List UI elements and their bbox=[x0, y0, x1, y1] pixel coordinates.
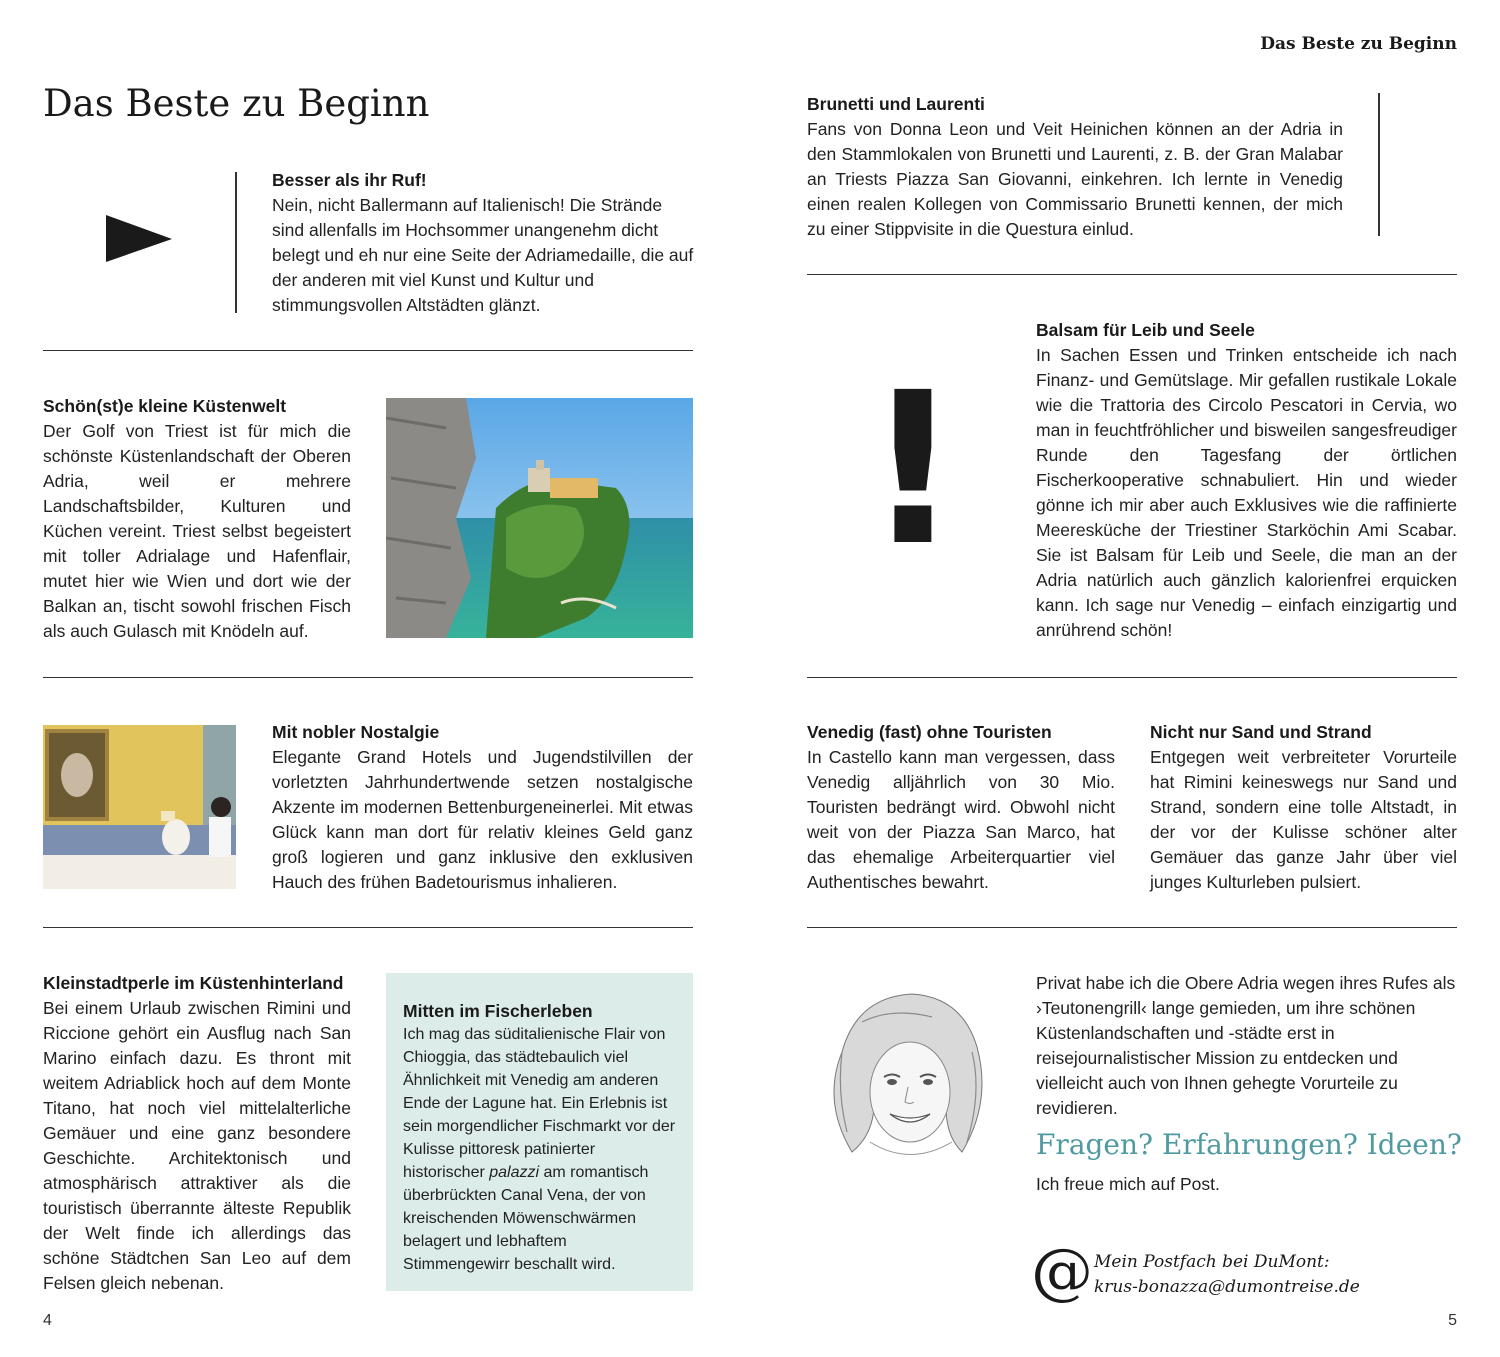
section-text: Der Golf von Triest ist für mich die schönste Küstenlandschaft der Oberen Adria, weil er mehrere Landschaftsbilder, Kulturen und Küchen vereint. Triest selbst begeistert mit toller Adrialage und Hafenflair, mutet hier wie Wien und dort wie der Balkan an, tischt sowohl frischen Fisch als auch Gulasch mit Knödeln auf. bbox=[43, 421, 351, 641]
section-text: Elegante Grand Hotels und Jugendstilvillen der vorletzten Jahrhundertwende setzen nostalgische Akzente im modernen Bettenburgeneinerlei. Mit etwas Glück kann man dort für relativ kleines Geld ganz groß logieren und ganz inklusive den exklusiven Hauch des frühen Badetourismus inhalieren. bbox=[272, 747, 693, 892]
section-title: Mit nobler Nostalgie bbox=[272, 722, 440, 742]
mailbox-label: Mein Postfach bei DuMont: bbox=[1094, 1252, 1330, 1272]
section-title: Kleinstadtperle im Küstenhinterland bbox=[43, 973, 344, 993]
divider bbox=[807, 274, 1457, 275]
email-link[interactable]: krus-bonazza@dumontreise.de bbox=[1094, 1277, 1360, 1297]
section-nostalgie bbox=[272, 720, 693, 895]
section-text: Entgegen weit verbreiteter Vorurteile hat Rimini keineswegs nur Sand und Strand, sondern eine tolle Altstadt, in der vor der Kulisse schöner alter Gemäuer das ganze Jahr über viel junges Kulturleben pulsiert. bbox=[1150, 747, 1457, 892]
contact-heading: Fragen? Erfahrungen? Ideen? bbox=[1036, 1128, 1462, 1161]
play-arrow-icon bbox=[106, 215, 174, 263]
section-title: Schön(st)e kleine Küstenwelt bbox=[43, 396, 287, 416]
section-text: Fans von Donna Leon und Veit Heinichen können an der Adria in den Stammlokalen von Brunetti und Laurenti, z. B. der Gran Malabar an Triests Piazza San Giovanni, einkehren. Ich lernte in Venedig einen realen Kollegen von Commissario Brunetti kennen, der mich zu einer Stippvisite in die Questura einlud. bbox=[807, 119, 1343, 239]
section-balsam bbox=[1036, 318, 1457, 643]
running-header: Das Beste zu Beginn bbox=[1260, 34, 1457, 54]
section-besser-als-ihr-ruf bbox=[272, 168, 694, 318]
page-number-right: 5 bbox=[1448, 1312, 1457, 1329]
section-title: Nicht nur Sand und Strand bbox=[1150, 722, 1372, 742]
info-box-fischerleben bbox=[386, 973, 693, 1291]
section-sand-und-strand bbox=[1150, 720, 1457, 895]
section-title: Brunetti und Laurenti bbox=[807, 94, 985, 114]
mail-box bbox=[1094, 1250, 1360, 1300]
divider bbox=[43, 350, 693, 351]
section-text: Bei einem Urlaub zwischen Rimini und Riccione gehört ein Ausflug nach San Marino einfach dazu. Es thront mit weitem Adriablick hoch auf dem Monte Titano, hat noch viel mittelalterliche Gemäuer und eine ganz besondere Geschichte. Architektonisch und atmosphärisch attraktiver als die touristisch überrannte älteste Republik der Welt finde ich allerdings das schöne Städtchen San Leo auf dem Felsen gleich nebenan. bbox=[43, 998, 351, 1293]
divider bbox=[43, 927, 693, 928]
section-venedig bbox=[807, 720, 1115, 895]
vertical-divider bbox=[1378, 93, 1380, 236]
section-kuestenwelt bbox=[43, 394, 351, 644]
section-title: Balsam für Leib und Seele bbox=[1036, 320, 1255, 340]
hotel-room-photo bbox=[43, 725, 236, 889]
contact-subline-text: Ich freue mich auf Post. bbox=[1036, 1174, 1220, 1194]
divider bbox=[807, 677, 1457, 678]
author-portrait bbox=[812, 982, 1002, 1172]
vertical-divider bbox=[235, 172, 237, 313]
section-brunetti bbox=[807, 92, 1343, 242]
section-text: In Sachen Essen und Trinken entscheide ich nach Finanz- und Gemütslage. Mir gefallen rustikale Lokale wie die Trattoria des Circolo Pescatori in Cervia, wo man in feuchtfröhlicher und bisweilen sangesfreudiger Runde den Tagesfang der örtlichen Fischerkooperative schnabuliert. Hin und wieder gönne ich mir aber auch Exklusives wie die raffinierte Meeresküche der Triestiner Starköchin Ami Scabar. Sie ist Balsam für Leib und Seele, die man an der Adria natürlich auch gänzlich kalorienfrei erquicken kann. Ich sage nur Venedig – einfach einzigartig und anrührend schön! bbox=[1036, 345, 1457, 640]
castle-coast-photo bbox=[386, 398, 693, 638]
page-number-left: 4 bbox=[43, 1312, 52, 1329]
section-text: Ich mag das süditalienische Flair von Chioggia, das städtebaulich viel Ähnlichkeit mit Venedig am anderen Ende der Lagune hat. Ein Erlebnis ist sein morgendlicher Fischmarkt vor der Kulisse pittoresk patinierter historischer palazzi am romantisch überbrückten Canal Vena, der von kreischenden Möwenschwärmen belagert und lebhaftem Stimmengewirr beschallt wird. bbox=[403, 1026, 676, 1273]
contact-subline bbox=[1036, 1172, 1220, 1197]
section-title: Mitten im Fischerleben bbox=[403, 1001, 593, 1021]
author-note-text: Privat habe ich die Obere Adria wegen ihres Rufes als ›Teutonengrill‹ lange gemieden, um ihre schönen Küstenlandschaften und -städte erst in reisejournalistischer Mission zu entdecken und vielleicht auch von Ihnen gehegte Vorurteile zu revidieren. bbox=[1036, 973, 1456, 1118]
section-kleinstadtperle bbox=[43, 971, 351, 1296]
page-title: Das Beste zu Beginn bbox=[43, 82, 430, 125]
section-title: Besser als ihr Ruf! bbox=[272, 170, 427, 190]
exclamation-icon: ! bbox=[865, 347, 961, 592]
section-text: In Castello kann man vergessen, dass Venedig alljährlich von 30 Mio. Touristen bedrängt wird. Obwohl nicht weit von der Piazza San Marco, hat das ehemalige Arbeiterquartier viel Authentisches bewahrt. bbox=[807, 747, 1115, 892]
divider bbox=[43, 677, 693, 678]
divider bbox=[807, 927, 1457, 928]
author-note bbox=[1036, 971, 1457, 1121]
at-sign-icon: @ bbox=[1031, 1234, 1093, 1307]
section-text: Nein, nicht Ballermann auf Italienisch! Die Strände sind allenfalls im Hochsommer unangenehm dicht belegt und eh nur eine Seite der Adriamedaille, die auf der anderen mit viel Kunst und Kultur und stimmungsvollen Altstädten glänzt. bbox=[272, 195, 694, 315]
section-title: Venedig (fast) ohne Touristen bbox=[807, 722, 1052, 742]
